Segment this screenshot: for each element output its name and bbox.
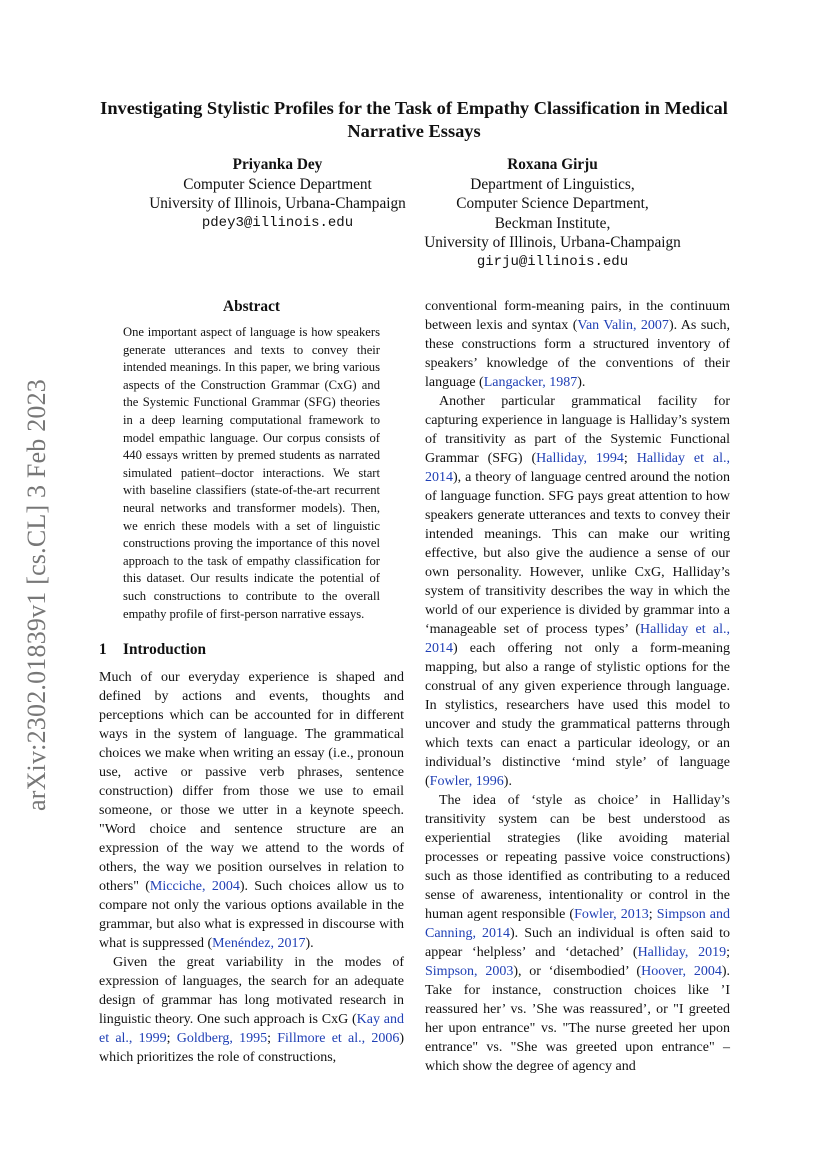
right-column xyxy=(425,297,730,1076)
paragraph-text: ) which prioritizes the role of constructions, xyxy=(99,1031,405,1066)
abstract-text: One important aspect of language is how speakers generate utterances and texts to convey their intended meanings. In this paper, we bring various aspects of the Construction Grammar (CxG) and the Systemic Functional Grammar (SFG) theories in a deep learning computational framework to model empathic language. Our corpus consists of 440 essays written by premed students as narrated simulated patient–doctor interactions. We start with baseline classifiers (state-of-the-art recurrent neural networks and transformer models). Then, we enrich these models with a set of linguistic constructions proving the importance of this novel approach to the task of empathy classification for this dataset. Our results indicate the potential of such constructions to contribute to the overall empathy profile of first-person narrative essays. xyxy=(123,325,380,621)
citation-link[interactable]: Fillmore et al., 2006 xyxy=(277,1031,400,1047)
paragraph-text: ; xyxy=(623,451,637,466)
paragraph-text: ). Such choices allow us to compare not only the various options available in the grammar, but also what is expressed in discourse with what is suppressed ( xyxy=(99,879,404,952)
body-paragraph xyxy=(425,791,730,1076)
author-email[interactable]: girju@illinois.edu xyxy=(476,253,629,270)
paragraph-text: ; xyxy=(648,907,657,922)
citation-link[interactable]: Menéndez, 2017 xyxy=(212,936,306,952)
paragraph-text: ). xyxy=(305,936,314,952)
body-paragraph xyxy=(425,297,730,392)
paragraph-text: ). Such an individual is often said to appear ‘helpless’ and ‘detached’ ( xyxy=(425,926,730,960)
author-1 xyxy=(130,155,425,233)
paragraph-text: ; xyxy=(166,1031,177,1047)
section-heading xyxy=(99,640,404,659)
paragraph-text: Given the great variability in the modes of expression of languages, the search for an adequate design of grammar has long motivated research in linguistic theory. One such approach is CxG ( xyxy=(99,955,404,1028)
citation-link[interactable]: Goldberg, 1995 xyxy=(176,1031,268,1047)
paragraph-text: ). As such, these constructions form a structured inventory of speakers’ knowledge of the conventions of their language ( xyxy=(425,318,730,390)
author-affiliation: Beckman Institute, xyxy=(494,214,611,232)
citation-link[interactable]: Simpson, 2003 xyxy=(425,964,514,979)
paragraph-text: ). Take for instance, construction choices like ’I reassured her’ vs. ’She was reassured’, or "I greeted her upon entrance" vs. "The nurse greeted her upon entrance" vs. "She was greeted upon entrance" – which show the degree of agency and xyxy=(425,964,730,1074)
paragraph-text: ; xyxy=(726,945,730,960)
paper-title: Investigating Stylistic Profiles for the Task of Empathy Classification in Medical Narrative Essays xyxy=(100,98,728,141)
body-paragraph xyxy=(99,668,404,953)
paragraph-text: ), a theory of language centred around the notion of language function. SFG pays great attention to how speakers generate utterances and texts to convey their intended meanings. This can make our writing effective, but also give the audience a sense of our own personality. However, unlike CxG, Halliday’s system of transitivity describes the way in which the world of our experience is divided by grammar into a ‘manageable set of process types’ ( xyxy=(425,470,730,637)
section-number: 1 xyxy=(99,641,107,659)
citation-link[interactable]: Fowler, 1996 xyxy=(429,774,504,789)
citation-link[interactable]: Micciche, 2004 xyxy=(149,879,240,895)
citation-link[interactable]: Van Valin, 2007 xyxy=(577,318,669,333)
left-column xyxy=(99,297,404,1067)
paragraph-text: ). xyxy=(503,774,512,789)
author-affiliation: Department of Linguistics, xyxy=(470,175,635,193)
citation-link[interactable]: Kay and et al., 1999 xyxy=(99,1012,404,1047)
citation-link[interactable]: Halliday, 2019 xyxy=(637,945,727,960)
section-title: Introduction xyxy=(123,641,207,659)
body-paragraph xyxy=(99,953,404,1067)
paragraph-text: ) each offering not only a form-meaning mapping, but also a range of stylistic options for the construal of any given experience through language. In stylistics, researchers have used this model to uncover and study the grammatical patterns through which texts can enact a particular ideology, or an individual’s distinctive ‘mind style’ of language ( xyxy=(425,641,730,789)
right-body xyxy=(425,297,730,1076)
citation-link[interactable]: Halliday, 1994 xyxy=(536,451,624,466)
paragraph-text: ). xyxy=(577,375,586,390)
author-affiliation: University of Illinois, Urbana-Champaign xyxy=(424,234,681,251)
paragraph-text: The idea of ‘style as choice’ in Halliday’s transitivity system can be best understood as experiential strategies (like avoiding material processes or repeating passive voice constructions) such as those identified as contributing to a reduced sense of awareness, intentionality or control in the human agent responsible ( xyxy=(425,793,730,922)
citation-link[interactable]: Fowler, 2013 xyxy=(574,907,649,922)
author-affiliation: Computer Science Department, xyxy=(456,195,649,212)
paragraph-text: Another particular grammatical facility for capturing experience in language is Halliday’s system of transitivity as part of the Systemic Functional Grammar (SFG) ( xyxy=(425,394,730,466)
arxiv-side-label: arXiv:2302.01839v1 [cs.CL] 3 Feb 2023 xyxy=(22,378,51,812)
author-name: Roxana Girju xyxy=(507,156,598,173)
abstract-heading: Abstract xyxy=(223,298,280,315)
citation-link[interactable]: Halliday et al., 2014 xyxy=(425,622,730,656)
author-name: Priyanka Dey xyxy=(232,156,323,173)
paragraph-text: ), or ‘disembodied’ ( xyxy=(513,964,642,979)
paragraph-text: ; xyxy=(267,1031,278,1047)
citation-link[interactable]: Simpson and Canning, 2014 xyxy=(425,907,730,941)
left-body xyxy=(99,668,404,1067)
author-affiliation: University of Illinois, Urbana-Champaign xyxy=(149,195,406,212)
author-email[interactable]: pdey3@illinois.edu xyxy=(201,214,354,231)
paragraph-text: Much of our everyday experience is shaped and defined by actions and events, thoughts and perceptions which can be accounted for in different ways in the system of language. The grammatical choices we make when writing an essay (i.e., pronoun use, active or passive verb phrases, sentence construction) differ from those we use to email someone, or those we utter in a keynote speech. "Word choice and sentence structure are an expression of the way we attend to the words of others, the way we position ourselves in relation to others" ( xyxy=(99,670,404,895)
citation-link[interactable]: Hoover, 2004 xyxy=(641,964,722,979)
author-2 xyxy=(405,155,700,272)
citation-link[interactable]: Langacker, 1987 xyxy=(483,375,578,390)
author-affiliation: Computer Science Department xyxy=(183,175,372,193)
body-paragraph xyxy=(425,392,730,791)
citation-link[interactable]: Halliday et al., 2014 xyxy=(425,451,731,485)
paragraph-text: conventional form-meaning pairs, in the continuum between lexis and syntax ( xyxy=(425,299,730,333)
